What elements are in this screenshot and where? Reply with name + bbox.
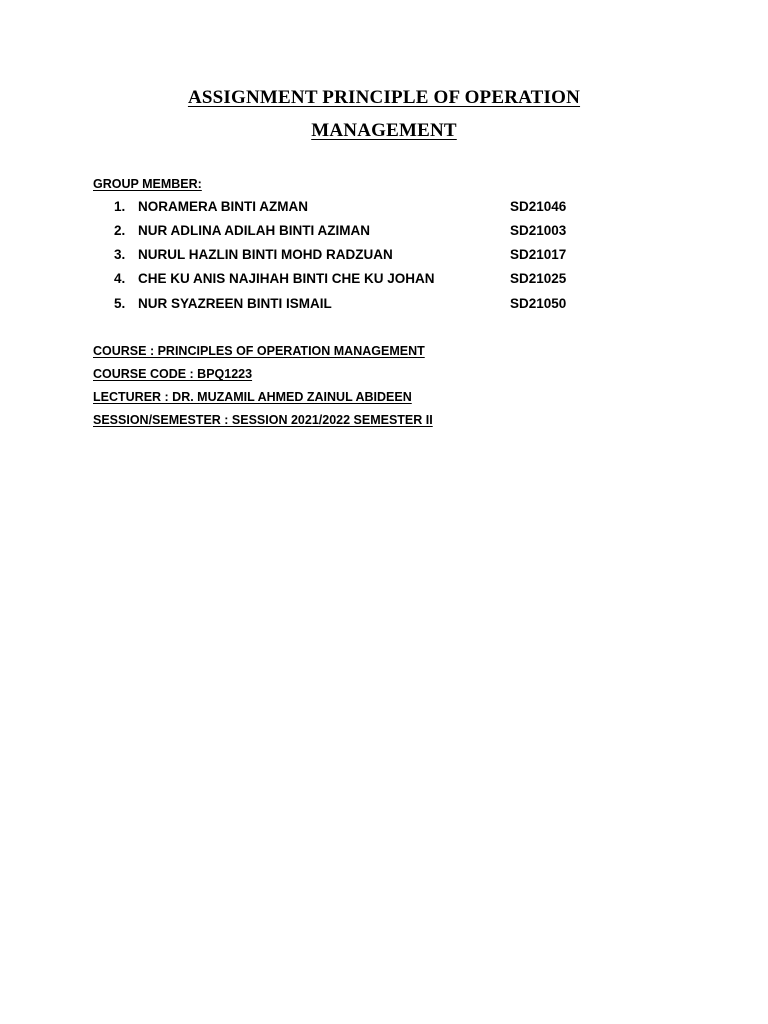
- member-id: SD21025: [510, 271, 567, 286]
- list-item: [0, 199, 768, 217]
- member-id: SD21017: [510, 247, 567, 262]
- list-item: [0, 296, 768, 314]
- course-label: COURSE : PRINCIPLES OF OPERATION MANAGEMENT: [93, 344, 425, 358]
- course-code-label: COURSE CODE : BPQ1223: [93, 367, 253, 381]
- member-name: CHE KU ANIS NAJIHAH BINTI CHE KU JOHAN: [138, 271, 435, 286]
- session-semester-label: SESSION/SEMESTER : SESSION 2021/2022 SEMESTER II: [93, 413, 433, 427]
- member-number: 4.: [114, 271, 126, 286]
- member-name: NUR ADLINA ADILAH BINTI AZIMAN: [138, 223, 370, 238]
- member-id: SD21046: [510, 199, 567, 214]
- member-number: 5.: [114, 296, 126, 311]
- list-item: [0, 271, 768, 289]
- lecturer-label: LECTURER : DR. MUZAMIL AHMED ZAINUL ABIDEEN: [93, 390, 412, 404]
- document-title-line-2: MANAGEMENT: [311, 120, 457, 141]
- member-number: 2.: [114, 223, 126, 238]
- document-title-line-1: ASSIGNMENT PRINCIPLE OF OPERATION: [187, 87, 581, 108]
- member-number: 3.: [114, 247, 126, 262]
- member-name: NORAMERA BINTI AZMAN: [138, 199, 308, 214]
- member-id: SD21003: [510, 223, 567, 238]
- member-id: SD21050: [510, 296, 567, 311]
- group-member-label: GROUP MEMBER:: [93, 177, 202, 191]
- member-name: NURUL HAZLIN BINTI MOHD RADZUAN: [138, 247, 393, 262]
- list-item: [0, 223, 768, 241]
- member-name: NUR SYAZREEN BINTI ISMAIL: [138, 296, 332, 311]
- member-number: 1.: [114, 199, 126, 214]
- list-item: [0, 247, 768, 265]
